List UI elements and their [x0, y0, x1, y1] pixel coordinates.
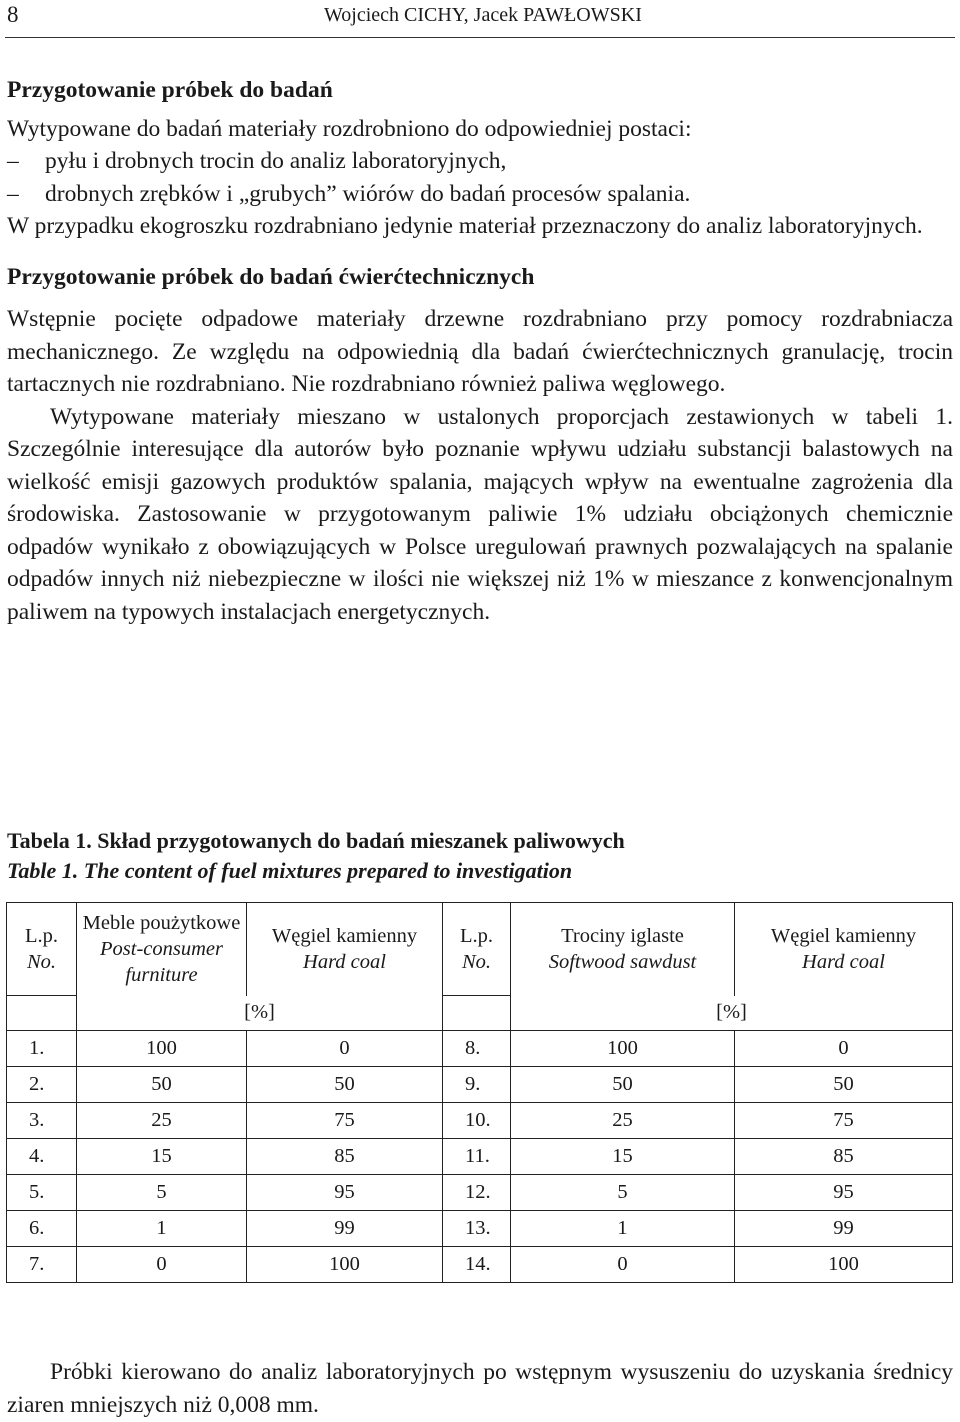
- header-rule: [5, 37, 955, 38]
- table-caption: [7, 826, 625, 886]
- list-item-text: drobnych zrębków i „grubych” wiórów do badań procesów spalania.: [45, 180, 691, 207]
- cell-lp: 9.: [443, 1067, 511, 1103]
- header-label: Trociny iglaste: [561, 925, 684, 948]
- cell-furniture: 1: [77, 1211, 247, 1247]
- cell-lp: 10.: [443, 1103, 511, 1139]
- page-header: [0, 0, 960, 40]
- list-item: [7, 145, 953, 178]
- cell-furniture: 50: [77, 1067, 247, 1103]
- cell-sawdust: 1: [511, 1211, 735, 1247]
- running-title: Wojciech CICHY, Jacek PAWŁOWSKI: [324, 4, 642, 26]
- empty-cell: [443, 996, 511, 1031]
- header-label: Meble poużytkowe: [82, 912, 241, 935]
- column-header-furniture: [77, 903, 247, 996]
- cell-lp: 1.: [7, 1031, 77, 1067]
- table-title-pl: Tabela 1. Skład przygotowanych do badań mieszanek paliwowych: [7, 828, 625, 853]
- empty-cell: [7, 996, 77, 1031]
- cell-lp: 11.: [443, 1139, 511, 1175]
- section-sample-preparation: [7, 74, 953, 243]
- cell-lp: 2.: [7, 1067, 77, 1103]
- cell-lp: 6.: [7, 1211, 77, 1247]
- paragraph: Wstępnie pocięte odpadowe materiały drzewne rozdrabniano przy pomocy rozdrabniacza mechanicznego. Ze względu na odpowiednią dla badań ćwierćtechnicznych granulację, trocin tartacznych nie rozdrabniano. Nie rozdrabniano również paliwa węglowego.: [7, 306, 953, 397]
- paragraph: Wytypowane do badań materiały rozdrobniono do odpowiedniej postaci:: [7, 115, 692, 142]
- column-header-coal: [247, 903, 443, 996]
- cell-coal: 85: [247, 1139, 443, 1175]
- header-label-en: Post-consumer furniture: [100, 938, 223, 987]
- cell-coal: 99: [247, 1211, 443, 1247]
- header-label: L.p.: [24, 925, 59, 947]
- section-heading: Przygotowanie próbek do badań ćwierćtechnicznych: [7, 263, 535, 290]
- list-item-text: pyłu i drobnych trocin do analiz laboratoryjnych,: [45, 148, 507, 174]
- cell-coal: 95: [735, 1175, 953, 1211]
- cell-coal: 99: [735, 1211, 953, 1247]
- cell-lp: 3.: [7, 1103, 77, 1139]
- cell-lp: 12.: [443, 1175, 511, 1211]
- table-row: [7, 1175, 953, 1211]
- column-header-lp: [7, 903, 77, 996]
- table-row: [7, 1031, 953, 1067]
- column-header-lp: [443, 903, 511, 996]
- body-text: [7, 74, 953, 628]
- table-header-row: [7, 903, 953, 996]
- cell-lp: 13.: [443, 1211, 511, 1247]
- dash-bullet-icon: –: [7, 148, 19, 174]
- table-row: [7, 1211, 953, 1247]
- list-item: [7, 178, 953, 211]
- header-label-en: No.: [26, 951, 57, 973]
- cell-sawdust: 50: [511, 1067, 735, 1103]
- column-header-sawdust: [511, 903, 735, 996]
- cell-coal: 95: [247, 1175, 443, 1211]
- header-label: Węgiel kamienny: [770, 925, 917, 948]
- column-header-coal: [735, 903, 953, 996]
- cell-lp: 8.: [443, 1031, 511, 1067]
- cell-lp: 5.: [7, 1175, 77, 1211]
- table-title-en: Table 1. The content of fuel mixtures prepared to investigation: [7, 858, 573, 883]
- cell-coal: 75: [247, 1103, 443, 1139]
- cell-furniture: 5: [77, 1175, 247, 1211]
- cell-sawdust: 5: [511, 1175, 735, 1211]
- cell-sawdust: 100: [511, 1031, 735, 1067]
- cell-coal: 50: [247, 1067, 443, 1103]
- cell-sawdust: 15: [511, 1139, 735, 1175]
- cell-coal: 50: [735, 1067, 953, 1103]
- header-label: Węgiel kamienny: [271, 925, 418, 948]
- page-number: 8: [7, 2, 19, 27]
- header-label-en: No.: [461, 951, 492, 973]
- table-body: [7, 1031, 953, 1283]
- cell-coal: 0: [247, 1031, 443, 1067]
- fuel-mixture-table: [6, 902, 953, 1283]
- header-label: L.p.: [459, 925, 494, 947]
- section-heading: Przygotowanie próbek do badań: [7, 77, 333, 103]
- cell-coal: 0: [735, 1031, 953, 1067]
- paragraph: Wytypowane materiały mieszano w ustalonych proporcjach zestawionych w tabeli 1. Szczególnie interesujące dla autorów było poznanie wpływu udziału substancji balastowych na wielkość emisji gazowych produktów spalania, mających wpływ na ewentualne zagrożenia dla środowiska. Zastosowanie w przygotowanym paliwie 1% udziału obciążonych chemicznie odpadów wynikało z obowiązujących w Polsce uregulowań prawnych pozwalających na spalanie odpadów innych niż niebezpieczne w ilości nie większej niż 1% w mieszance z konwencjonalnym paliwem na typowych instalacjach energetycznych.: [7, 403, 953, 625]
- cell-lp: 7.: [7, 1247, 77, 1283]
- table-row: [7, 1103, 953, 1139]
- table-row: [7, 1067, 953, 1103]
- cell-furniture: 100: [77, 1031, 247, 1067]
- cell-coal: 85: [735, 1139, 953, 1175]
- closing-paragraph: Próbki kierowano do analiz laboratoryjnych po wstępnym wysuszeniu do uzyskania średnicy ziaren mniejszych niż 0,008 mm.: [7, 1358, 953, 1418]
- section-quarter-technical: [7, 261, 953, 629]
- cell-coal: 100: [247, 1247, 443, 1283]
- header-label-en: Hard coal: [802, 951, 885, 974]
- cell-coal: 100: [735, 1247, 953, 1283]
- table-row: [7, 1139, 953, 1175]
- cell-furniture: 25: [77, 1103, 247, 1139]
- cell-sawdust: 0: [511, 1247, 735, 1283]
- cell-coal: 75: [735, 1103, 953, 1139]
- dash-bullet-icon: –: [7, 180, 19, 207]
- table-row: [7, 1247, 953, 1283]
- cell-furniture: 0: [77, 1247, 247, 1283]
- cell-lp: 4.: [7, 1139, 77, 1175]
- paragraph: W przypadku ekogroszku rozdrabniano jedynie materiał przeznaczony do analiz laboratoryjnych.: [7, 213, 923, 239]
- header-label-en: Hard coal: [303, 951, 386, 974]
- cell-sawdust: 25: [511, 1103, 735, 1139]
- unit-label: [%]: [77, 996, 443, 1031]
- unit-label: [%]: [511, 996, 953, 1031]
- cell-lp: 14.: [443, 1247, 511, 1283]
- unit-row: [7, 996, 953, 1031]
- header-label-en: Softwood sawdust: [548, 951, 697, 974]
- cell-furniture: 15: [77, 1139, 247, 1175]
